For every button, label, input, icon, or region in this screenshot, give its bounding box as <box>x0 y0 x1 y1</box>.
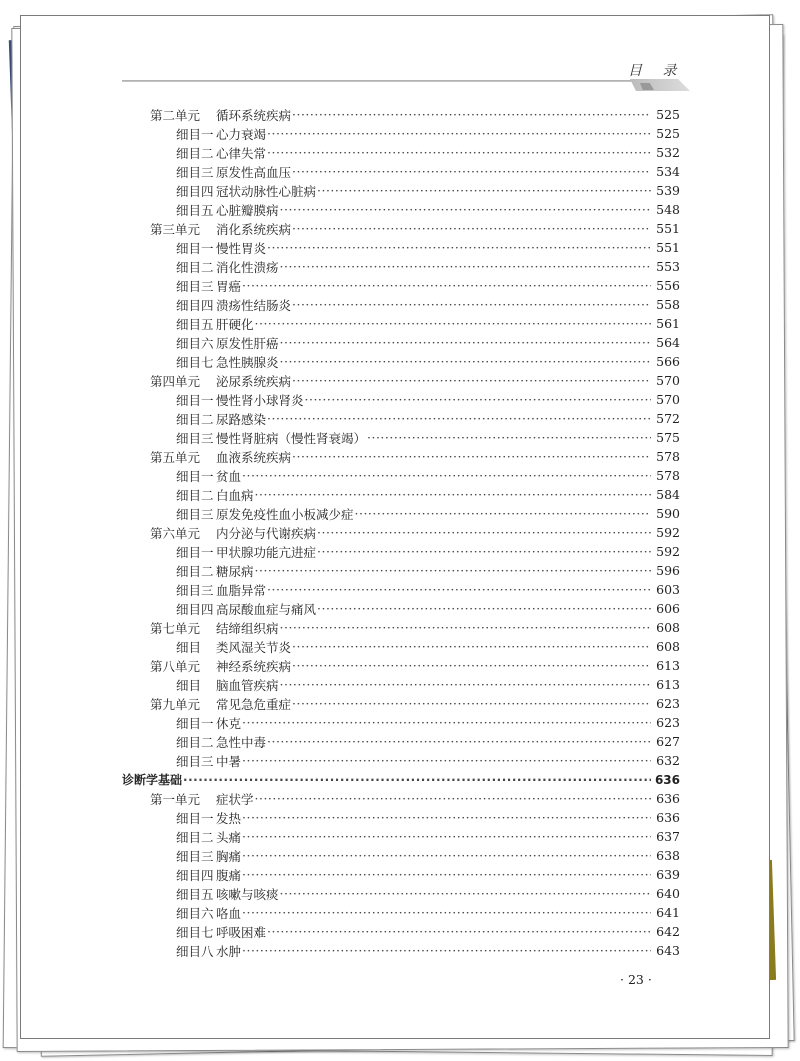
toc-entry[interactable] <box>176 390 680 409</box>
toc-entry-title: 常见急危重症 <box>216 696 292 712</box>
toc-entry-title: 结缔组织病 <box>216 620 279 636</box>
dot-leader <box>280 354 651 369</box>
toc-entry[interactable] <box>176 143 680 162</box>
toc-entry-label: 第六单元 <box>150 525 201 541</box>
dot-leader <box>292 373 651 388</box>
dot-leader <box>280 620 651 635</box>
toc-entry-page: 570 <box>656 373 680 388</box>
toc-entry-title: 心脏瓣膜病 <box>216 202 279 218</box>
dot-leader <box>292 107 651 122</box>
toc-entry-page: 551 <box>656 221 680 236</box>
toc-entry-title: 休克 <box>216 715 242 731</box>
toc-entry[interactable] <box>176 504 680 523</box>
toc-entry[interactable] <box>176 751 680 770</box>
toc-entry-label: 第二单元 <box>150 107 201 123</box>
toc-entry[interactable] <box>176 884 680 903</box>
dot-leader <box>367 430 651 445</box>
toc-entry-page: 558 <box>656 297 680 312</box>
toc-entry-page: 575 <box>656 430 680 445</box>
toc-entry-label: 细目 <box>176 639 202 655</box>
toc-entry-title: 消化性溃疡 <box>216 259 279 275</box>
dot-leader <box>292 449 651 464</box>
toc-entry[interactable] <box>150 656 680 675</box>
toc-entry-title: 急性胰腺炎 <box>216 354 279 370</box>
toc-entry[interactable] <box>176 732 680 751</box>
dot-leader <box>355 506 651 521</box>
toc-entry[interactable] <box>176 428 680 447</box>
header-rule <box>122 80 642 82</box>
toc-entry-label: 细目二 <box>176 734 214 750</box>
toc-entry-label: 细目 <box>176 677 202 693</box>
toc-entry-page: 641 <box>656 905 680 920</box>
toc-entry-title: 心律失常 <box>216 145 267 161</box>
toc-entry[interactable] <box>176 466 680 485</box>
toc-entry-page: 564 <box>656 335 680 350</box>
dot-leader <box>183 773 651 787</box>
toc-entry[interactable] <box>176 846 680 865</box>
toc-entry-label: 细目三 <box>176 430 214 446</box>
dot-leader <box>280 259 651 274</box>
toc-entry-page: 639 <box>656 867 680 882</box>
toc-entry[interactable] <box>176 542 680 561</box>
toc-entry-label: 细目二 <box>176 259 214 275</box>
toc-entry-page: 570 <box>656 392 680 407</box>
dot-leader <box>242 278 651 293</box>
toc-entry-page: 596 <box>656 563 680 578</box>
toc-entry-page: 643 <box>656 943 680 958</box>
page-number: · 23 · <box>620 972 652 987</box>
toc-entry-title: 泌尿系统疾病 <box>216 373 292 389</box>
toc-entry-page: 572 <box>656 411 680 426</box>
toc-entry-label: 细目二 <box>176 829 214 845</box>
toc-entry-title: 神经系统疾病 <box>216 658 292 674</box>
toc-entry[interactable] <box>176 865 680 884</box>
toc-entry-page: 525 <box>656 107 680 122</box>
toc-entry-label: 细目四 <box>176 183 214 199</box>
toc-entry[interactable] <box>176 257 680 276</box>
toc-entry-title: 血脂异常 <box>216 582 267 598</box>
toc-entry-page: 640 <box>656 886 680 901</box>
toc-entry[interactable] <box>176 295 680 314</box>
toc-entry-page: 642 <box>656 924 680 939</box>
dot-leader <box>317 183 651 198</box>
toc-entry[interactable] <box>176 409 680 428</box>
toc-entry-page: 638 <box>656 848 680 863</box>
toc-entry-page: 578 <box>656 449 680 464</box>
toc-entry-label: 细目五 <box>176 316 214 332</box>
dot-leader <box>255 487 651 502</box>
toc-entry[interactable] <box>150 694 680 713</box>
toc-entry[interactable] <box>176 485 680 504</box>
toc-entry-title: 冠状动脉性心脏病 <box>216 183 317 199</box>
toc-entry[interactable] <box>150 789 680 808</box>
toc-entry-label: 细目六 <box>176 335 214 351</box>
toc-entry-page: 534 <box>656 164 680 179</box>
toc-entry-page: 636 <box>656 810 680 825</box>
toc-entry-title: 血液系统疾病 <box>216 449 292 465</box>
toc-entry-title: 咳嗽与咳痰 <box>216 886 279 902</box>
toc-entry-page: 623 <box>656 696 680 711</box>
toc-entry[interactable] <box>176 162 680 181</box>
toc-entry-title: 诊断学基础 <box>122 773 183 787</box>
toc-entry[interactable] <box>176 276 680 295</box>
toc-entry[interactable] <box>176 580 680 599</box>
toc-entry-page: 592 <box>656 544 680 559</box>
toc-entry-title: 咯血 <box>216 905 242 921</box>
toc-entry-page: 606 <box>656 601 680 616</box>
dot-leader <box>280 335 651 350</box>
toc-entry-page: 636 <box>654 772 680 787</box>
toc-entry-page: 613 <box>656 658 680 673</box>
toc-entry-label: 第八单元 <box>150 658 201 674</box>
toc-entry[interactable] <box>150 523 680 542</box>
toc-entry-label: 细目一 <box>176 126 214 142</box>
dot-leader <box>255 316 651 331</box>
toc-entry-page: 623 <box>656 715 680 730</box>
toc-entry[interactable] <box>150 447 680 466</box>
dot-leader <box>242 753 651 768</box>
toc-entry-title: 循环系统疾病 <box>216 107 292 123</box>
toc-entry-label: 细目七 <box>176 924 214 940</box>
toc-entry-title: 慢性肾脏病（慢性肾衰竭） <box>216 430 367 446</box>
toc-entry[interactable] <box>176 200 680 219</box>
toc-entry-title: 溃疡性结肠炎 <box>216 297 292 313</box>
toc-entry-page: 525 <box>656 126 680 141</box>
toc-entry-title: 肝硬化 <box>216 316 254 332</box>
toc-entry-page: 561 <box>656 316 680 331</box>
dot-leader <box>267 240 651 255</box>
toc-entry-title: 脑血管疾病 <box>216 677 279 693</box>
toc-entry-label: 细目三 <box>176 753 214 769</box>
dot-leader <box>280 677 651 692</box>
toc-entry-page: 613 <box>656 677 680 692</box>
toc-entry-label: 细目三 <box>176 164 214 180</box>
toc-entry-title: 发热 <box>216 810 242 826</box>
toc-entry[interactable] <box>150 219 680 238</box>
toc-entry-title: 慢性胃炎 <box>216 240 267 256</box>
dot-leader <box>267 411 651 426</box>
toc-entry-title: 慢性肾小球肾炎 <box>216 392 304 408</box>
toc-entry-title: 高尿酸血症与痛风 <box>216 601 317 617</box>
toc-entry-title: 内分泌与代谢疾病 <box>216 525 317 541</box>
toc-entry-title: 心力衰竭 <box>216 126 267 142</box>
dot-leader <box>267 126 651 141</box>
dot-leader <box>292 639 651 654</box>
dot-leader <box>267 734 651 749</box>
toc-entry[interactable] <box>176 637 680 656</box>
toc-entry-page: 592 <box>656 525 680 540</box>
toc-entry-page: 551 <box>656 240 680 255</box>
toc-entry-page: 578 <box>656 468 680 483</box>
running-header-title: 目 录 <box>628 63 685 79</box>
dot-leader <box>255 791 651 806</box>
dot-leader <box>267 582 651 597</box>
dot-leader <box>242 829 651 844</box>
dot-leader <box>292 297 651 312</box>
toc-entry-title: 消化系统疾病 <box>216 221 292 237</box>
toc-entry-page: 603 <box>656 582 680 597</box>
toc-entry-label: 细目七 <box>176 354 214 370</box>
dot-leader <box>267 924 651 939</box>
toc-entry[interactable] <box>122 770 680 789</box>
toc-entry[interactable] <box>176 941 680 960</box>
toc-entry-title: 类风湿关节炎 <box>216 639 292 655</box>
toc-entry-page: 584 <box>656 487 680 502</box>
toc-entry[interactable] <box>176 238 680 257</box>
toc-entry-title: 水肿 <box>216 943 242 959</box>
toc-entry[interactable] <box>150 618 680 637</box>
toc-entry-page: 553 <box>656 259 680 274</box>
toc-entry-label: 细目五 <box>176 202 214 218</box>
toc-entry-label: 细目一 <box>176 544 214 560</box>
toc-entry-label: 第四单元 <box>150 373 201 389</box>
dot-leader <box>305 392 651 407</box>
dot-leader <box>317 544 651 559</box>
dot-leader <box>242 905 651 920</box>
toc-entry-title: 原发性高血压 <box>216 164 292 180</box>
toc-entry-label: 细目二 <box>176 411 214 427</box>
dot-leader <box>255 563 651 578</box>
toc-entry[interactable] <box>176 352 680 371</box>
dot-leader <box>242 468 651 483</box>
toc-entry[interactable] <box>176 314 680 333</box>
dot-leader <box>317 601 651 616</box>
dot-leader <box>280 886 651 901</box>
toc-entry[interactable] <box>176 333 680 352</box>
toc-entry-label: 细目一 <box>176 468 214 484</box>
toc-entry[interactable] <box>176 599 680 618</box>
toc-entry[interactable] <box>176 124 680 143</box>
toc-entry-label: 细目三 <box>176 848 214 864</box>
dot-leader <box>292 164 651 179</box>
toc-entry[interactable] <box>150 105 680 124</box>
toc-entry-title: 头痛 <box>216 829 242 845</box>
toc-entry-page: 608 <box>656 639 680 654</box>
toc-entry-label: 第五单元 <box>150 449 201 465</box>
toc-entry[interactable] <box>176 713 680 732</box>
toc-entry-title: 症状学 <box>216 791 254 807</box>
toc-entry[interactable] <box>176 181 680 200</box>
toc-entry-title: 糖尿病 <box>216 563 254 579</box>
toc-entry-title: 原发性肝癌 <box>216 335 279 351</box>
toc-entry-label: 第九单元 <box>150 696 201 712</box>
toc-entry-label: 细目一 <box>176 810 214 826</box>
toc-entry[interactable] <box>176 903 680 922</box>
toc-entry-label: 第七单元 <box>150 620 201 636</box>
toc-entry-title: 呼吸困难 <box>216 924 267 940</box>
toc-entry-page: 636 <box>656 791 680 806</box>
toc-entry-label: 细目八 <box>176 943 214 959</box>
toc-entry-label: 细目五 <box>176 886 214 902</box>
toc-entry-title: 胸痛 <box>216 848 242 864</box>
toc-entry-label: 第一单元 <box>150 791 201 807</box>
toc-entry-title: 急性中毒 <box>216 734 267 750</box>
toc-entry-page: 556 <box>656 278 680 293</box>
toc-entry-page: 632 <box>656 753 680 768</box>
toc-entry-label: 细目一 <box>176 392 214 408</box>
toc-entry-page: 548 <box>656 202 680 217</box>
toc-entry-title: 原发免疫性血小板减少症 <box>216 506 354 522</box>
toc-entry-title: 贫血 <box>216 468 242 484</box>
toc-entry[interactable] <box>176 561 680 580</box>
toc-entry-page: 637 <box>656 829 680 844</box>
toc-entry-label: 细目三 <box>176 582 214 598</box>
toc-entry-page: 566 <box>656 354 680 369</box>
toc-entry-title: 中暑 <box>216 753 242 769</box>
toc-entry-label: 细目四 <box>176 297 214 313</box>
toc-entry-label: 细目二 <box>176 145 214 161</box>
dot-leader <box>267 145 651 160</box>
toc-entry[interactable] <box>176 827 680 846</box>
dot-leader <box>242 867 651 882</box>
toc-entry[interactable] <box>176 808 680 827</box>
toc-entry-title: 尿路感染 <box>216 411 267 427</box>
toc-entry-title: 胃癌 <box>216 278 242 294</box>
toc-entry-page: 627 <box>656 734 680 749</box>
dot-leader <box>292 658 651 673</box>
toc-entry-label: 细目四 <box>176 867 214 883</box>
dot-leader <box>292 696 651 711</box>
toc-entry-page: 608 <box>656 620 680 635</box>
toc-entry-label: 细目二 <box>176 563 214 579</box>
dot-leader <box>242 943 651 958</box>
dot-leader <box>317 525 651 540</box>
dot-leader <box>242 848 651 863</box>
toc-entry-label: 细目一 <box>176 715 214 731</box>
toc-entry-page: 590 <box>656 506 680 521</box>
toc-entry[interactable] <box>176 922 680 941</box>
toc-entry-label: 第三单元 <box>150 221 201 237</box>
toc-entry-label: 细目四 <box>176 601 214 617</box>
toc-entry[interactable] <box>150 371 680 390</box>
toc-entry-title: 腹痛 <box>216 867 242 883</box>
toc-entry-label: 细目三 <box>176 278 214 294</box>
dot-leader <box>292 221 651 236</box>
dot-leader <box>242 810 651 825</box>
dot-leader <box>242 715 651 730</box>
dot-leader <box>280 202 651 217</box>
toc-entry-title: 白血病 <box>216 487 254 503</box>
toc-entry-title: 甲状腺功能亢进症 <box>216 544 317 560</box>
toc-entry-label: 细目三 <box>176 506 214 522</box>
toc-entry-page: 532 <box>656 145 680 160</box>
toc-entry-label: 细目二 <box>176 487 214 503</box>
toc-entry-label: 细目六 <box>176 905 214 921</box>
toc-entry-label: 细目一 <box>176 240 214 256</box>
toc-entry-page: 539 <box>656 183 680 198</box>
toc-entry[interactable] <box>176 675 680 694</box>
